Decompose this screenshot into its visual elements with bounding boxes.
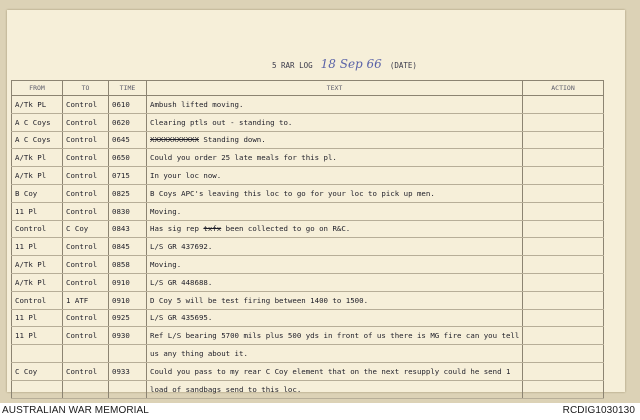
log-text-part: been collected to go on R&C.: [221, 224, 351, 234]
log-cell-from: A C Coys: [12, 113, 63, 131]
log-cell-action: [523, 362, 604, 380]
log-cell-to: Control: [63, 184, 109, 202]
log-cell-to: 1 ATF: [63, 291, 109, 309]
log-cell-to: Control: [63, 327, 109, 345]
log-cell-from: 11 Pl: [12, 327, 63, 345]
log-cell-from: [12, 380, 63, 398]
log-cell-from: A/Tk Pl: [12, 167, 63, 185]
log-row: [12, 220, 604, 238]
log-cell-text: [147, 131, 523, 149]
log-cell-to: Control: [63, 256, 109, 274]
log-cell-text: D Coy 5 will be test firing between 1400 to 1500.: [147, 291, 523, 309]
log-cell-time: 0930: [109, 327, 147, 345]
log-cell-from: A/Tk Pl: [12, 256, 63, 274]
log-cell-from: A/Tk PL: [12, 96, 63, 114]
log-cell-action: [523, 202, 604, 220]
column-header-text: TEXT: [147, 81, 523, 96]
log-cell-from: A C Coys: [12, 131, 63, 149]
log-cell-from: A/Tk Pl: [12, 149, 63, 167]
log-cell-time: 0825: [109, 184, 147, 202]
log-row: [12, 273, 604, 291]
log-cell-text: In your loc now.: [147, 167, 523, 185]
log-row: [12, 327, 604, 345]
column-header-from: FROM: [12, 81, 63, 96]
log-row: [12, 309, 604, 327]
log-cell-action: [523, 345, 604, 363]
log-cell-to: Control: [63, 309, 109, 327]
log-row: [12, 362, 604, 380]
log-cell-text: B Coys APC's leaving this loc to go for your loc to pick up men.: [147, 184, 523, 202]
log-cell-from: C Coy: [12, 362, 63, 380]
log-body: [12, 96, 604, 399]
record-id: RCDIG1030130: [562, 405, 635, 416]
log-cell-time: 0610: [109, 96, 147, 114]
date-label: (DATE): [389, 61, 417, 70]
log-cell-from: 11 Pl: [12, 238, 63, 256]
table-header-row: [12, 81, 604, 96]
log-cell-to: C Coy: [63, 220, 109, 238]
log-cell-text: [147, 220, 523, 238]
log-cell-time: 0843: [109, 220, 147, 238]
log-cell-action: [523, 149, 604, 167]
log-cell-action: [523, 131, 604, 149]
log-text-part: Standing down.: [198, 135, 266, 145]
log-cell-time: 0715: [109, 167, 147, 185]
log-cell-from: Control: [12, 220, 63, 238]
archive-label: AUSTRALIAN WAR MEMORIAL: [2, 405, 149, 416]
log-cell-action: [523, 309, 604, 327]
log-cell-text: L/S GR 448688.: [147, 273, 523, 291]
log-row: [12, 345, 604, 363]
log-cell-text: load of sandbags send to this loc.: [147, 380, 523, 398]
log-cell-to: Control: [63, 113, 109, 131]
log-cell-text: Moving.: [147, 256, 523, 274]
log-cell-to: Control: [63, 202, 109, 220]
log-cell-action: [523, 238, 604, 256]
log-row: [12, 256, 604, 274]
log-row: [12, 149, 604, 167]
log-row: [12, 96, 604, 114]
log-row: [12, 131, 604, 149]
log-cell-action: [523, 291, 604, 309]
log-cell-from: Control: [12, 291, 63, 309]
log-cell-to: Control: [63, 149, 109, 167]
sheet-header: [272, 57, 417, 73]
log-cell-to: [63, 380, 109, 398]
log-cell-from: [12, 345, 63, 363]
log-cell-time: 0858: [109, 256, 147, 274]
log-cell-action: [523, 96, 604, 114]
log-cell-time: 0645: [109, 131, 147, 149]
struck-out-text: txfx: [203, 224, 222, 234]
log-cell-time: 0910: [109, 273, 147, 291]
log-row: [12, 238, 604, 256]
log-row: [12, 380, 604, 398]
log-cell-from: 11 Pl: [12, 309, 63, 327]
log-cell-to: Control: [63, 96, 109, 114]
log-cell-time: 0845: [109, 238, 147, 256]
log-cell-to: Control: [63, 362, 109, 380]
log-cell-to: Control: [63, 131, 109, 149]
log-cell-action: [523, 256, 604, 274]
log-cell-time: 0933: [109, 362, 147, 380]
log-row: [12, 167, 604, 185]
log-cell-to: [63, 345, 109, 363]
log-cell-to: Control: [63, 238, 109, 256]
log-cell-time: [109, 345, 147, 363]
log-cell-text: L/S GR 435695.: [147, 309, 523, 327]
log-cell-from: 11 Pl: [12, 202, 63, 220]
log-cell-text: Could you pass to my rear C Coy element that on the next resupply could he send 1: [147, 362, 523, 380]
handwritten-date: 18 Sep 66: [320, 57, 382, 71]
log-cell-action: [523, 273, 604, 291]
log-cell-to: Control: [63, 273, 109, 291]
log-cell-text: Ambush lifted moving.: [147, 96, 523, 114]
log-row: [12, 113, 604, 131]
log-row: [12, 184, 604, 202]
log-cell-text: Moving.: [147, 202, 523, 220]
log-text-part: Has sig rep: [150, 224, 204, 234]
column-header-time: TIME: [109, 81, 147, 96]
struck-out-text: XXXXXXXXXXX: [150, 135, 199, 145]
log-cell-text: Ref L/S bearing 5700 mils plus 500 yds in front of us there is MG fire can you tell: [147, 327, 523, 345]
log-cell-action: [523, 380, 604, 398]
log-cell-time: 0620: [109, 113, 147, 131]
log-cell-text: Clearing ptls out - standing to.: [147, 113, 523, 131]
log-row: [12, 291, 604, 309]
log-cell-time: 0650: [109, 149, 147, 167]
column-header-action: ACTION: [523, 81, 604, 96]
log-cell-to: Control: [63, 167, 109, 185]
log-cell-from: B Coy: [12, 184, 63, 202]
log-cell-time: [109, 380, 147, 398]
log-cell-action: [523, 220, 604, 238]
log-cell-text: us any thing about it.: [147, 345, 523, 363]
log-table: [11, 80, 604, 399]
log-cell-action: [523, 327, 604, 345]
log-cell-from: A/Tk Pl: [12, 273, 63, 291]
log-cell-action: [523, 113, 604, 131]
column-header-to: TO: [63, 81, 109, 96]
log-title: 5 RAR LOG: [272, 61, 313, 70]
log-cell-text: L/S GR 437692.: [147, 238, 523, 256]
log-cell-action: [523, 167, 604, 185]
log-cell-time: 0925: [109, 309, 147, 327]
log-cell-action: [523, 184, 604, 202]
log-cell-time: 0830: [109, 202, 147, 220]
log-cell-text: Could you order 25 late meals for this pl.: [147, 149, 523, 167]
log-cell-time: 0910: [109, 291, 147, 309]
log-row: [12, 202, 604, 220]
